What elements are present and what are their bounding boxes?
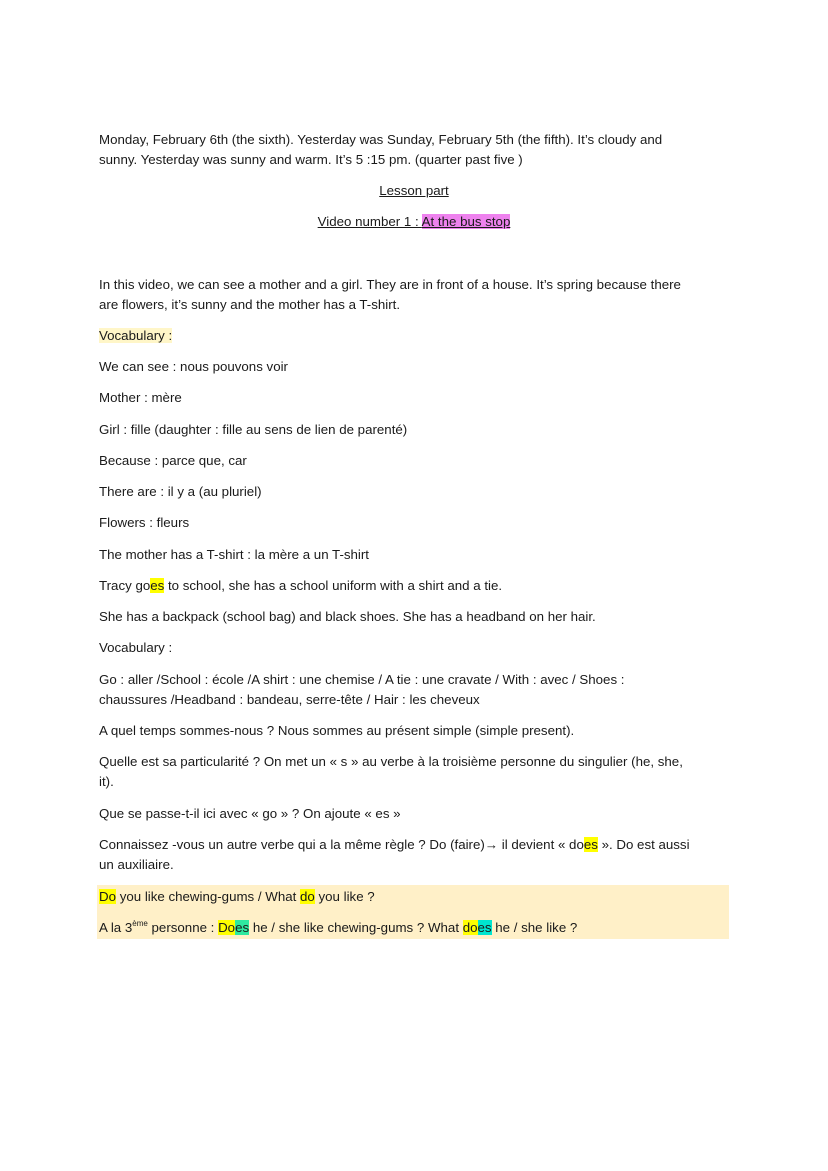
lesson-title bbox=[0, 181, 828, 201]
example-do-2: do bbox=[300, 889, 315, 904]
vocab-item: Flowers : fleurs bbox=[99, 515, 190, 530]
example-line-2 bbox=[99, 918, 729, 938]
example-l1-mid: you like chewing-gums / What bbox=[116, 889, 301, 904]
video-heading bbox=[0, 212, 828, 232]
vocab-item: Because : parce que, car bbox=[99, 453, 247, 468]
example-l1-end: you like ? bbox=[314, 889, 375, 904]
intro-line-2: are flowers, it’s sunny and the mother has a T-shirt. bbox=[99, 297, 401, 312]
vocab2-line-2: chaussures /Headband : bandeau, serre-tête / Hair : les cheveux bbox=[99, 692, 480, 707]
grammar-question-2-line-1: Quelle est sa particularité ? On met un « s » au verbe à la troisième personne du singulier (he, she, bbox=[99, 754, 683, 769]
tracy-line-2: She has a backpack (school bag) and black shoes. She has a headband on her hair. bbox=[99, 609, 596, 624]
date-line-2: sunny. Yesterday was sunny and warm. It’s 5 :15 pm. (quarter past five ) bbox=[99, 152, 523, 167]
example-l2-d: he / she like ? bbox=[491, 920, 578, 935]
vocab-item: The mother has a T-shirt : la mère a un T-shirt bbox=[99, 547, 369, 562]
tracy-text-a: Tracy go bbox=[99, 578, 151, 593]
example-does-es: es bbox=[235, 920, 250, 935]
vocabulary-heading-1 bbox=[99, 326, 729, 346]
intro-line-1: In this video, we can see a mother and a girl. They are in front of a house. It’s spring because there bbox=[99, 277, 681, 292]
vocab-item: There are : il y a (au pluriel) bbox=[99, 484, 262, 499]
grammar-question-3: Que se passe-t-il ici avec « go » ? On ajoute « es » bbox=[99, 806, 401, 821]
tracy-text-c: to school, she has a school uniform with a shirt and a tie. bbox=[164, 578, 503, 593]
example-l2-c: he / she like chewing-gums ? What bbox=[249, 920, 463, 935]
vocab-item: Mother : mère bbox=[99, 390, 182, 405]
example-l2-sup: ème bbox=[132, 919, 148, 928]
q4-text-es: es bbox=[583, 837, 598, 852]
grammar-question-4-line-2: un auxiliaire. bbox=[99, 857, 174, 872]
example-line-1 bbox=[99, 887, 729, 907]
date-line-1: Monday, February 6th (the sixth). Yesterday was Sunday, February 5th (the fifth). It’s cloudy and bbox=[99, 132, 663, 147]
vocabulary-heading-1-text: Vocabulary : bbox=[99, 328, 173, 343]
vocab2-line-1: Go : aller /School : école /A shirt : une chemise / A tie : une cravate / With : avec / Shoes : bbox=[99, 672, 625, 687]
lesson-title-text: Lesson part bbox=[379, 183, 449, 198]
grammar-question-4-line-1 bbox=[99, 835, 729, 855]
vocab-item: We can see : nous pouvons voir bbox=[99, 359, 288, 374]
example-l2-b: personne : bbox=[147, 920, 219, 935]
example-do-1: Do bbox=[99, 889, 116, 904]
q4-text-c: ». Do est aussi bbox=[597, 837, 690, 852]
vocabulary-heading-2: Vocabulary : bbox=[99, 640, 173, 655]
tracy-text-es: es bbox=[150, 578, 165, 593]
example-does-do: Do bbox=[218, 920, 236, 935]
example-l2-a: A la 3 bbox=[99, 920, 133, 935]
grammar-question-2-line-2: it). bbox=[99, 774, 114, 789]
example-does-es-2: es bbox=[477, 920, 492, 935]
video-prefix: Video number 1 : bbox=[317, 214, 422, 229]
grammar-question-1: A quel temps sommes-nous ? Nous sommes au présent simple (simple present). bbox=[99, 723, 575, 738]
vocab-item: Girl : fille (daughter : fille au sens de lien de parenté) bbox=[99, 422, 408, 437]
example-does-do-2: do bbox=[462, 920, 478, 935]
q4-text-a: Connaissez -vous un autre verbe qui a la même règle ? Do (faire)→ il devient « do bbox=[99, 837, 584, 852]
video-title: At the bus stop bbox=[421, 214, 511, 229]
tracy-line-1 bbox=[99, 576, 729, 596]
